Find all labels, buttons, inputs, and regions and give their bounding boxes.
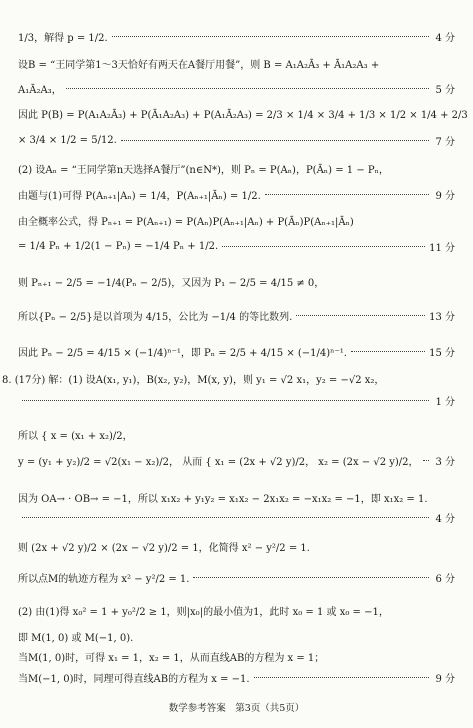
score: 7 分 — [435, 136, 455, 148]
line-7 — [0, 212, 473, 228]
line-text: 则 (2x + √2 y)/2 × (2x − √2 y)/2 = 1，化简得 x² − y²/2 = 1. — [18, 542, 310, 554]
line-text: × 3/4 × 1/2 = 5/12. — [18, 134, 117, 146]
line-8 — [0, 238, 473, 254]
score: 6 分 — [435, 573, 455, 585]
dot-leader — [193, 576, 429, 578]
score: 4 分 — [435, 32, 455, 44]
line-text: 所以{Pₙ − 2/5}是以首项为 4/15，公比为 −1/4 的等比数列. — [18, 311, 293, 323]
line-text: 设B = “王同学第1～3天恰好有两天在A餐厅用餐”，则 B = A₁A₂Ā₃ + Ā₁A₂A₃ + — [18, 59, 380, 71]
line-text: 当M(1, 0)时，可得 x₁ = 1，x₂ = 1，从而直线AB的方程为 x = 1； — [18, 652, 325, 664]
line-14 — [0, 426, 473, 442]
score: 9 分 — [435, 190, 455, 202]
dot-leader — [351, 350, 425, 352]
line-text: 所以 { x = (x₁ + x₂)/2， — [18, 430, 133, 442]
score: 3 分 — [435, 456, 455, 468]
line-2 — [0, 80, 473, 96]
line-text: 则 Pₙ₊₁ − 2/5 = −1/4(Pₙ − 2/5)，又因为 P₁ − 2/5 = 4/15 ≠ 0， — [18, 277, 325, 289]
line-20 — [0, 602, 473, 618]
line-text: 当M(−1, 0)时，同理可得直线AB的方程为 x = −1. — [18, 673, 250, 685]
dot-leader — [22, 399, 429, 401]
line-text: 因为 OA→ · OB→ = −1，所以 x₁x₂ + y₁y₂ = x₁x₂ − 2x₁x₂ = −x₁x₂ = −1，即 x₁x₂ = 1. — [18, 493, 428, 505]
line-9 — [0, 273, 473, 289]
line-0 — [0, 28, 473, 44]
score: 15 分 — [429, 347, 455, 359]
line-text: y = (y₁ + y₂)/2 = √2(x₁ − x₂)/2， 从而 { x₁ = (2x + √2 y)/2， x₂ = (2x − √2 y)/2， — [18, 456, 419, 468]
score: 11 分 — [429, 242, 455, 254]
line-text: 即 M(1, 0) 或 M(−1, 0). — [18, 632, 134, 644]
line-3 — [0, 105, 473, 121]
line-text: (2) 设Aₙ = “王同学第n天选择A餐厅”(n∈N*)，则 Pₙ = P(Aₙ)，P(Āₙ) = 1 − Pₙ， — [18, 164, 389, 176]
line-16 — [0, 489, 473, 505]
line-22 — [0, 648, 473, 664]
line-text: 所以点M的轨迹方程为 x² − y²/2 = 1. — [18, 573, 190, 585]
line-10 — [0, 307, 473, 323]
dot-leader — [121, 139, 429, 141]
score: 9 分 — [435, 673, 455, 685]
page-footer: 数学参考答案 第3页（共5页） — [168, 703, 305, 714]
dot-leader — [112, 35, 429, 37]
line-18 — [0, 538, 473, 554]
line-12 — [0, 370, 473, 386]
line-17 — [0, 509, 473, 525]
score: 4 分 — [435, 513, 455, 525]
line-13 — [0, 392, 473, 408]
line-21 — [0, 628, 473, 644]
line-text: 由题与(1)可得 P(Aₙ₊₁|Aₙ) = 1/4，P(Aₙ₊₁|Āₙ) = 1/2. — [18, 190, 261, 202]
score: 1 分 — [435, 396, 455, 408]
dot-leader — [66, 87, 429, 89]
dot-leader — [265, 193, 429, 195]
line-text: (2) 由(1)得 x₀² = 1 + y₀²/2 ≥ 1，则|x₀|的最小值为1，此时 x₀ = 1 或 x₀ = −1， — [18, 606, 389, 618]
score: 5 分 — [435, 84, 455, 96]
line-15 — [0, 452, 473, 468]
dot-leader — [254, 676, 429, 678]
score: 13 分 — [429, 311, 455, 323]
line-19 — [0, 569, 473, 585]
line-text: 因此 Pₙ − 2/5 = 4/15 × (−1/4)ⁿ⁻¹，即 Pₙ = 2/5 + 4/15 × (−1/4)ⁿ⁻¹. — [18, 347, 347, 359]
dot-leader — [296, 314, 425, 316]
line-text: 由全概率公式，得 Pₙ₊₁ = P(Aₙ₊₁) = P(Aₙ)P(Aₙ₊₁|Aₙ) + P(Āₙ)P(Aₙ₊₁|Āₙ) — [18, 216, 354, 228]
line-text: 因此 P(B) = P(A₁A₂Ā₃) + P(Ā₁A₂A₃) + P(A₁Ā₂A₃) = 2/3 × 1/4 × 3/4 + 1/3 × 1/2 × 1/4 + 2/3 — [18, 109, 468, 121]
line-text: A₁Ā₂A₃， — [18, 84, 62, 96]
line-4 — [0, 132, 473, 148]
line-5 — [0, 160, 473, 176]
line-text: 8. (17分) 解：(1) 设A(x₁, y₁)，B(x₂, y₂)，M(x, y)，则 y₁ = √2 x₁，y₂ = −√2 x₂， — [2, 374, 385, 386]
dot-leader — [22, 516, 429, 518]
line-11 — [0, 343, 473, 359]
line-6 — [0, 186, 473, 202]
dot-leader — [423, 459, 429, 461]
line-23 — [0, 669, 473, 685]
line-text: = 1/4 Pₙ + 1/2(1 − Pₙ) = −1/4 Pₙ + 1/2. — [18, 240, 219, 252]
line-text: 1/3，解得 p = 1/2. — [18, 32, 108, 44]
dot-leader — [222, 245, 425, 247]
line-1 — [0, 55, 473, 71]
